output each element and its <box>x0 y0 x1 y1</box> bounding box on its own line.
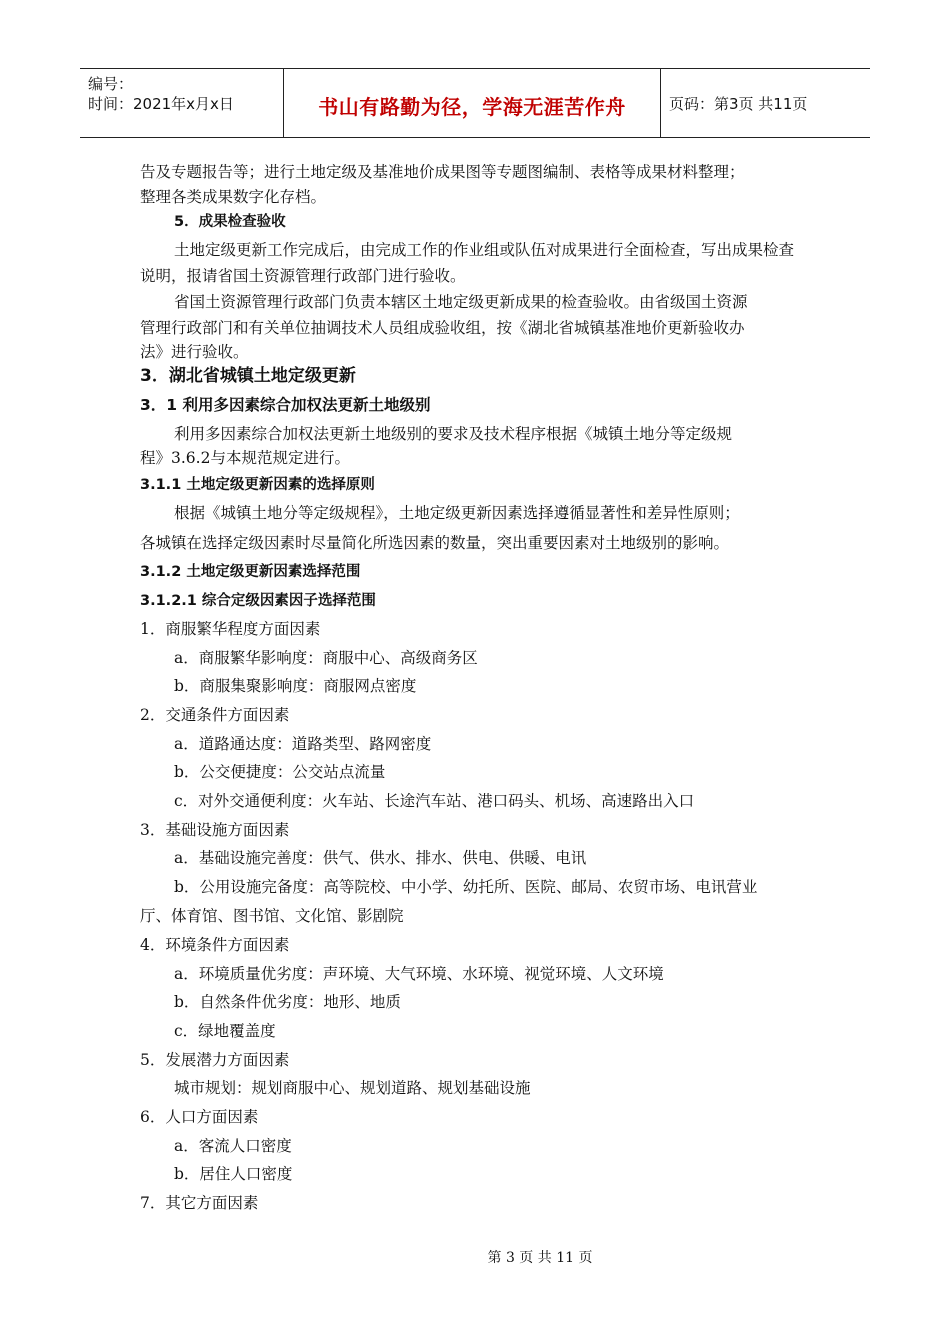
body-line: 整理各类成果数字化存档。 <box>140 188 327 206</box>
section-heading: 3．1 利用多因素综合加权法更新土地级别 <box>140 396 431 414</box>
list-item: a．环境质量优劣度：声环境、大气环境、水环境、视觉环境、人文环境 <box>174 965 664 983</box>
page-footer: 第 3 页 共 11 页 <box>487 1250 593 1266</box>
list-item: 厅、体育馆、图书馆、文化馆、影剧院 <box>140 907 404 925</box>
document-number: 编号： <box>88 75 134 93</box>
list-item: b．自然条件优劣度：地形、地质 <box>174 993 401 1011</box>
body-line: 利用多因素综合加权法更新土地级别的要求及技术程序根据《城镇土地分等定级规 <box>174 425 733 443</box>
list-item: 城市规划：规划商服中心、规划道路、规划基础设施 <box>174 1079 531 1097</box>
list-item: 3．基础设施方面因素 <box>140 821 290 839</box>
list-item: c．绿地覆盖度 <box>174 1022 276 1040</box>
list-item: a．道路通达度：道路类型、路网密度 <box>174 735 432 753</box>
motto: 书山有路勤为径，学海无涯苦作舟 <box>318 95 626 119</box>
section-heading: 3．湖北省城镇土地定级更新 <box>140 366 356 386</box>
body-line: 法》进行验收。 <box>140 343 249 361</box>
list-item: 7．其它方面因素 <box>140 1194 259 1212</box>
body-line: 说明，报请省国土资源管理行政部门进行验收。 <box>140 267 466 285</box>
body-line: 省国土资源管理行政部门负责本辖区土地定级更新成果的检查验收。由省级国土资源 <box>174 293 748 311</box>
body-line: 程》3.6.2与本规范规定进行。 <box>140 449 350 467</box>
list-item: b．公用设施完备度：高等院校、中小学、幼托所、医院、邮局、农贸市场、电讯营业 <box>174 878 758 896</box>
list-item: 2．交通条件方面因素 <box>140 706 290 724</box>
section-heading: 5．成果检查验收 <box>174 214 286 230</box>
page-info: 页码：第3页 共11页 <box>669 95 808 113</box>
header-motto-cell <box>284 69 661 137</box>
list-item: b．公交便捷度：公交站点流量 <box>174 763 386 781</box>
list-item: 6．人口方面因素 <box>140 1108 259 1126</box>
document-date: 时间：2021年x月x日 <box>88 95 234 113</box>
list-item: 4．环境条件方面因素 <box>140 936 290 954</box>
body-line: 根据《城镇土地分等定级规程》，土地定级更新因素选择遵循显著性和差异性原则； <box>174 504 740 522</box>
section-heading: 3.1.2.1 综合定级因素因子选择范围 <box>140 593 376 609</box>
list-item: b．居住人口密度 <box>174 1165 293 1183</box>
section-heading: 3.1.1 土地定级更新因素的选择原则 <box>140 477 375 493</box>
body-line: 告及专题报告等；进行土地定级及基准地价成果图等专题图编制、表格等成果材料整理； <box>140 163 745 181</box>
list-item: a．客流人口密度 <box>174 1137 292 1155</box>
header-page-cell <box>661 69 870 137</box>
list-item: c．对外交通便利度：火车站、长途汽车站、港口码头、机场、高速路出入口 <box>174 792 695 810</box>
body-line: 各城镇在选择定级因素时尽量简化所选因素的数量，突出重要因素对土地级别的影响。 <box>140 534 730 552</box>
list-item: a．商服繁华影响度：商服中心、高级商务区 <box>174 649 478 667</box>
header-table <box>80 68 870 138</box>
body-line: 土地定级更新工作完成后，由完成工作的作业组或队伍对成果进行全面检查，写出成果检查 <box>174 241 795 259</box>
header-info-cell <box>80 69 284 137</box>
section-heading: 3.1.2 土地定级更新因素选择范围 <box>140 564 361 580</box>
list-item: a．基础设施完善度：供气、供水、排水、供电、供暖、电讯 <box>174 849 587 867</box>
list-item: b．商服集聚影响度：商服网点密度 <box>174 677 417 695</box>
list-item: 1．商服繁华程度方面因素 <box>140 620 321 638</box>
body-line: 管理行政部门和有关单位抽调技术人员组成验收组，按《湖北省城镇基准地价更新验收办 <box>140 319 745 337</box>
list-item: 5．发展潜力方面因素 <box>140 1051 290 1069</box>
